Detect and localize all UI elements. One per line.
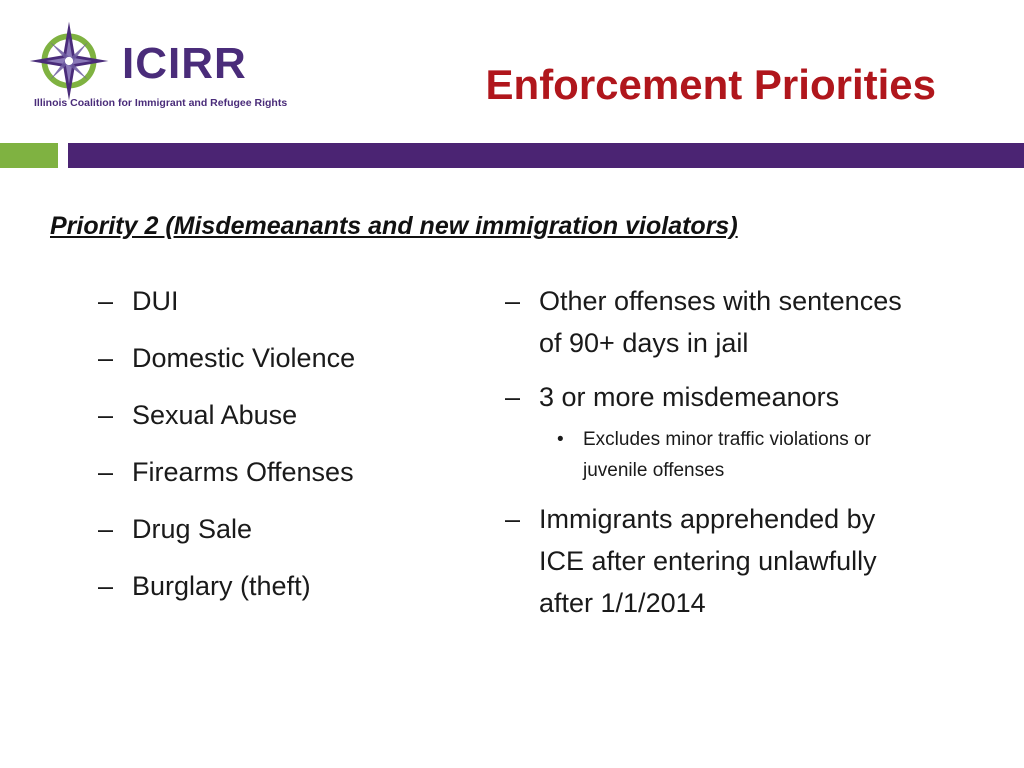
list-item bbox=[98, 394, 458, 436]
sub-list-item-text: Excludes minor traffic violations or juvenile offenses bbox=[583, 429, 871, 481]
list-item bbox=[98, 565, 458, 607]
list-item-text: Firearms Offenses bbox=[132, 457, 354, 487]
slide-title: Enforcement Priorities bbox=[485, 61, 936, 108]
dash-icon: – bbox=[98, 343, 114, 373]
list-item-text: Burglary (theft) bbox=[132, 571, 311, 601]
list-item bbox=[98, 337, 458, 379]
dash-icon: – bbox=[98, 571, 114, 601]
compass-star-icon bbox=[28, 20, 110, 102]
dash-icon: – bbox=[98, 514, 114, 544]
list-item-text: Other offenses with sentences of 90+ days in jail bbox=[539, 286, 902, 358]
sub-list bbox=[539, 424, 905, 486]
sub-list-item bbox=[539, 424, 905, 486]
left-list bbox=[98, 280, 458, 622]
bullet-icon: • bbox=[557, 429, 564, 450]
dash-icon: – bbox=[98, 457, 114, 487]
right-list bbox=[505, 280, 905, 636]
list-item bbox=[98, 451, 458, 493]
list-item-text: 3 or more misdemeanors bbox=[539, 382, 840, 412]
logo-full-name: Illinois Coalition for Immigrant and Refugee Rights bbox=[34, 97, 288, 109]
list-item bbox=[98, 508, 458, 550]
list-item-text: Drug Sale bbox=[132, 514, 253, 544]
dash-icon: – bbox=[505, 504, 521, 534]
slide-subtitle: Priority 2 (Misdemeanants and new immigration violators) bbox=[50, 212, 738, 240]
list-item bbox=[505, 498, 905, 624]
list-item-text: DUI bbox=[132, 286, 179, 316]
header-bar-green bbox=[0, 143, 58, 168]
list-item bbox=[505, 376, 905, 486]
logo-abbreviation: ICIRR bbox=[122, 39, 247, 88]
header-bar-purple bbox=[68, 143, 1024, 168]
dash-icon: – bbox=[505, 382, 521, 412]
list-item bbox=[98, 280, 458, 322]
list-item-text: Sexual Abuse bbox=[132, 400, 298, 430]
dash-icon: – bbox=[98, 400, 114, 430]
dash-icon: – bbox=[98, 286, 114, 316]
dash-icon: – bbox=[505, 286, 521, 316]
list-item bbox=[505, 280, 905, 364]
list-item-text: Domestic Violence bbox=[132, 343, 356, 373]
list-item-text: Immigrants apprehended by ICE after entering unlawfully after 1/1/2014 bbox=[539, 504, 877, 618]
icirr-logo bbox=[28, 20, 288, 115]
